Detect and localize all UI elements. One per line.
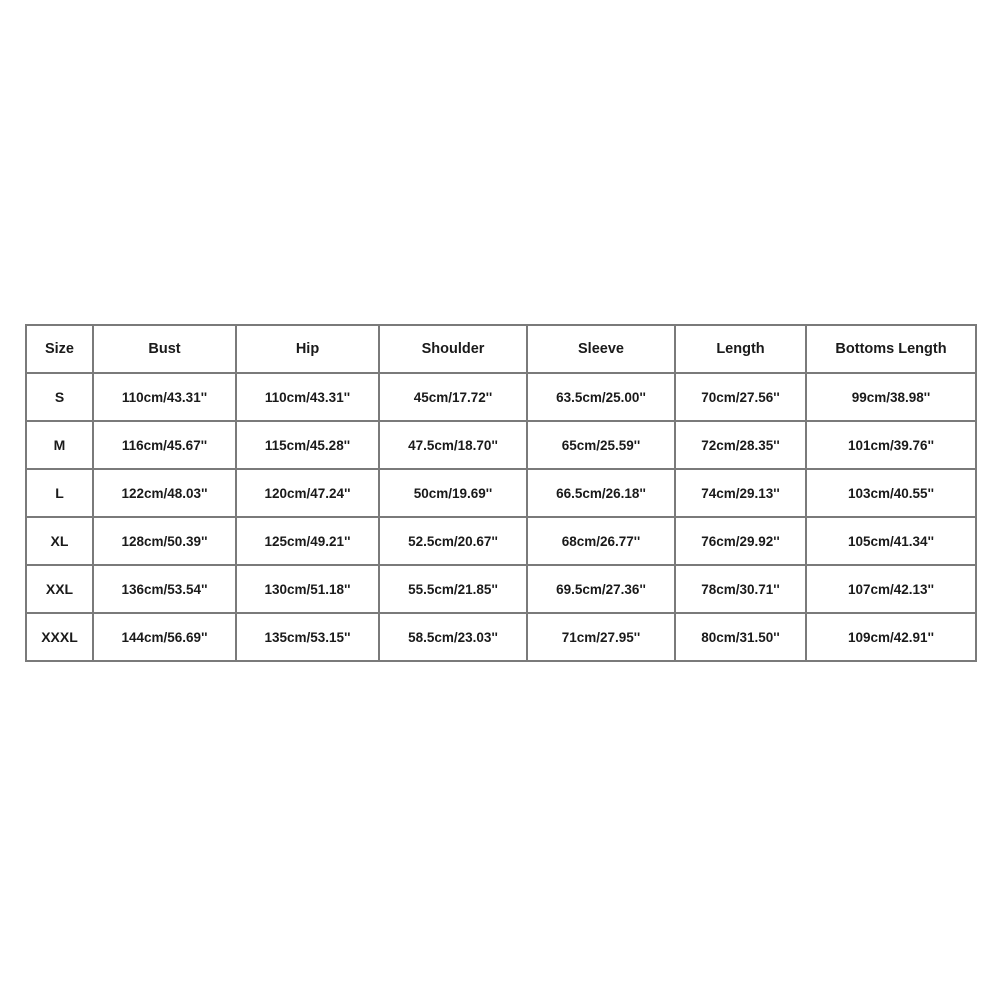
table-row [26, 613, 976, 661]
table-row [26, 517, 976, 565]
shoulder-cell: 58.5cm/23.03'' [379, 613, 527, 661]
shoulder-cell: 45cm/17.72'' [379, 373, 527, 421]
table-row [26, 565, 976, 613]
header-shoulder: Shoulder [379, 325, 527, 373]
bottoms-length-cell: 107cm/42.13'' [806, 565, 976, 613]
length-cell: 72cm/28.35'' [675, 421, 806, 469]
bust-cell: 144cm/56.69'' [93, 613, 236, 661]
shoulder-cell: 47.5cm/18.70'' [379, 421, 527, 469]
bust-cell: 122cm/48.03'' [93, 469, 236, 517]
length-cell: 76cm/29.92'' [675, 517, 806, 565]
bust-cell: 128cm/50.39'' [93, 517, 236, 565]
size-cell: S [26, 373, 93, 421]
table-row [26, 469, 976, 517]
length-cell: 80cm/31.50'' [675, 613, 806, 661]
header-bust: Bust [93, 325, 236, 373]
bust-cell: 116cm/45.67'' [93, 421, 236, 469]
header-bottoms-length: Bottoms Length [806, 325, 976, 373]
hip-cell: 135cm/53.15'' [236, 613, 379, 661]
length-cell: 78cm/30.71'' [675, 565, 806, 613]
header-hip: Hip [236, 325, 379, 373]
header-sleeve: Sleeve [527, 325, 675, 373]
sleeve-cell: 71cm/27.95'' [527, 613, 675, 661]
bust-cell: 110cm/43.31'' [93, 373, 236, 421]
header-row [26, 325, 976, 373]
sleeve-cell: 68cm/26.77'' [527, 517, 675, 565]
sleeve-cell: 69.5cm/27.36'' [527, 565, 675, 613]
bottoms-length-cell: 109cm/42.91'' [806, 613, 976, 661]
size-cell: L [26, 469, 93, 517]
bottoms-length-cell: 105cm/41.34'' [806, 517, 976, 565]
hip-cell: 125cm/49.21'' [236, 517, 379, 565]
bottoms-length-cell: 99cm/38.98'' [806, 373, 976, 421]
hip-cell: 115cm/45.28'' [236, 421, 379, 469]
hip-cell: 130cm/51.18'' [236, 565, 379, 613]
sleeve-cell: 66.5cm/26.18'' [527, 469, 675, 517]
header-size: Size [26, 325, 93, 373]
size-cell: M [26, 421, 93, 469]
table-row [26, 373, 976, 421]
size-cell: XXL [26, 565, 93, 613]
shoulder-cell: 55.5cm/21.85'' [379, 565, 527, 613]
bottoms-length-cell: 101cm/39.76'' [806, 421, 976, 469]
size-cell: XL [26, 517, 93, 565]
sleeve-cell: 63.5cm/25.00'' [527, 373, 675, 421]
bust-cell: 136cm/53.54'' [93, 565, 236, 613]
length-cell: 74cm/29.13'' [675, 469, 806, 517]
hip-cell: 120cm/47.24'' [236, 469, 379, 517]
hip-cell: 110cm/43.31'' [236, 373, 379, 421]
shoulder-cell: 50cm/19.69'' [379, 469, 527, 517]
shoulder-cell: 52.5cm/20.67'' [379, 517, 527, 565]
size-chart-table [25, 324, 977, 662]
sleeve-cell: 65cm/25.59'' [527, 421, 675, 469]
bottoms-length-cell: 103cm/40.55'' [806, 469, 976, 517]
table-row [26, 421, 976, 469]
size-cell: XXXL [26, 613, 93, 661]
header-length: Length [675, 325, 806, 373]
length-cell: 70cm/27.56'' [675, 373, 806, 421]
